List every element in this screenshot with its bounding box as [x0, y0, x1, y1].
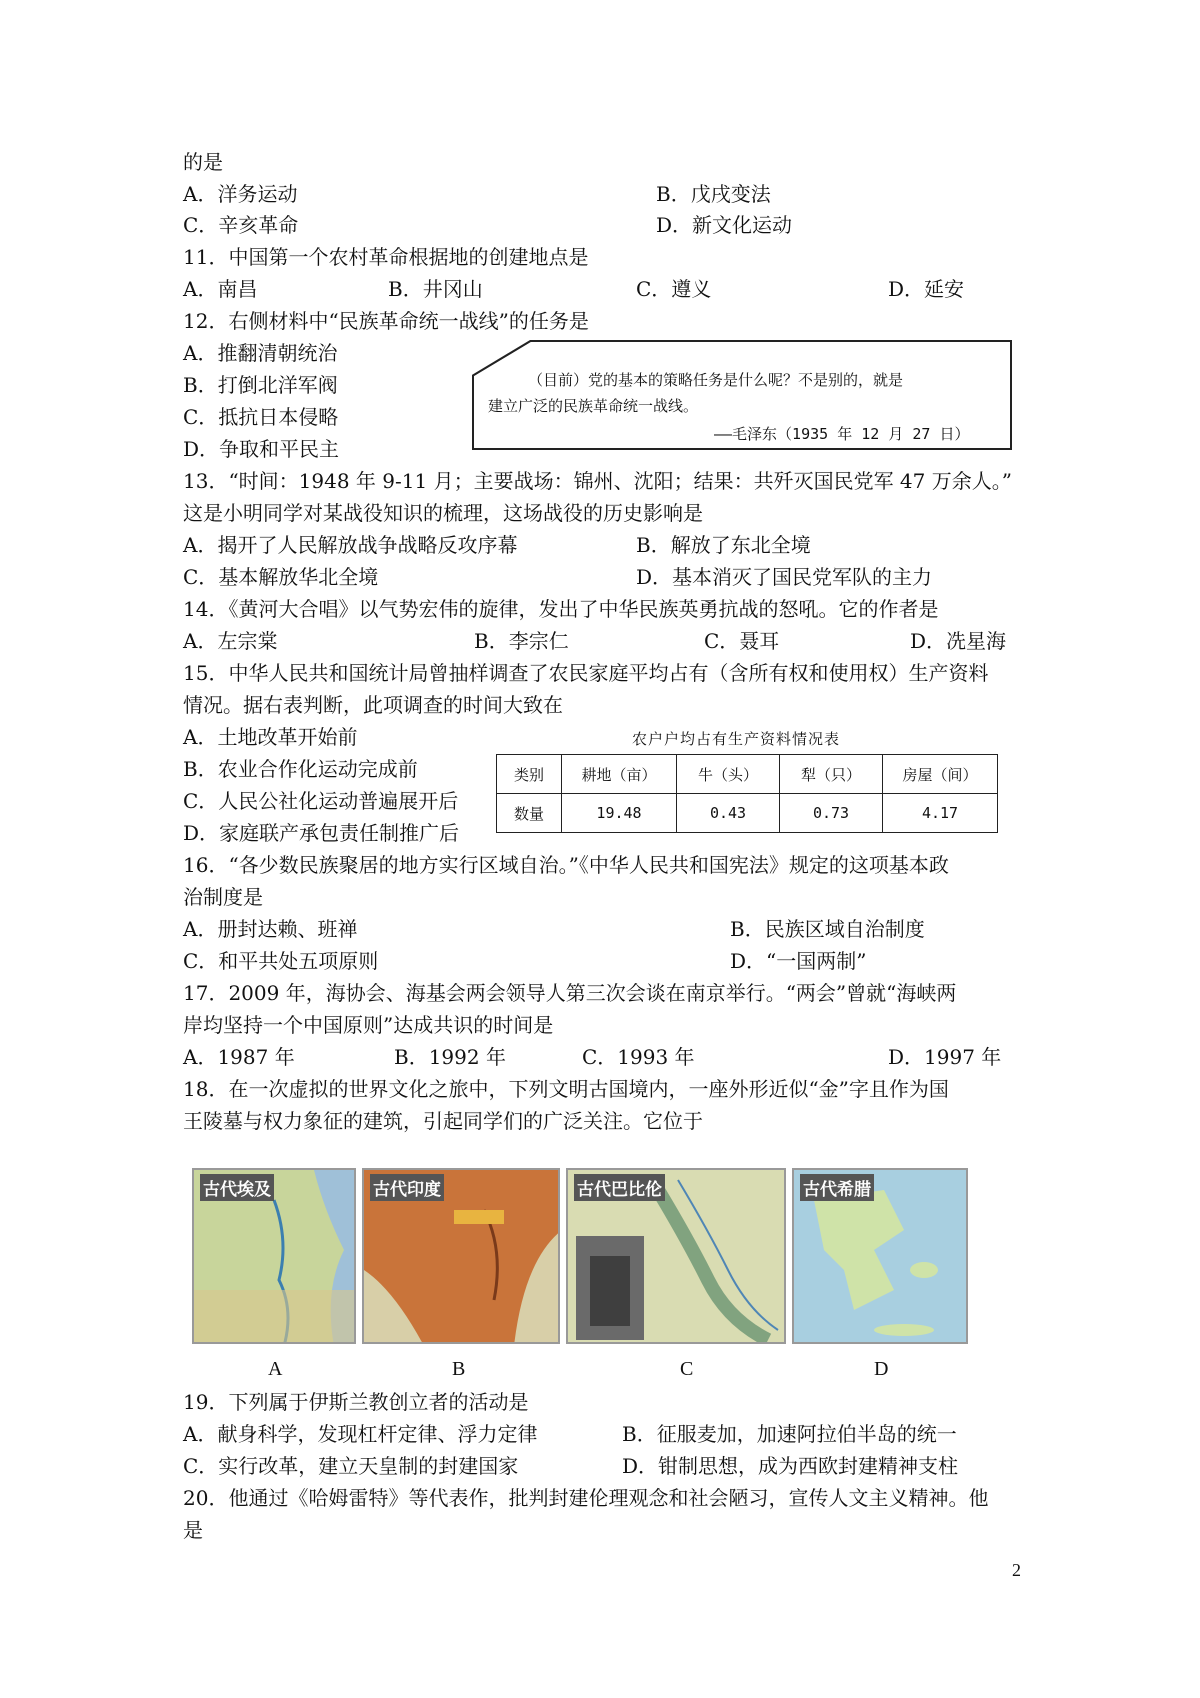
q18-stem-1: 18．在一次虚拟的世界文化之旅中，下列文明古国境内，一座外形近似“金”字且作为国	[183, 1077, 949, 1101]
table-header-row	[497, 755, 998, 794]
map-ancient-india	[362, 1168, 560, 1344]
q10-option-c: C．辛亥革命	[183, 213, 299, 237]
q17-stem-2: 岸均坚持一个中国原则”达成共识的时间是	[183, 1013, 554, 1037]
q17-option-a: A．1987 年	[183, 1045, 295, 1069]
q15-option-d: D．家庭联产承包责任制推广后	[183, 821, 460, 845]
quote-line-1: （目前）党的基本的策略任务是什么呢？不是别的，就是	[528, 371, 904, 389]
q14-stem: 14．《黄河大合唱》以气势宏伟的旋律，发出了中华民族英勇抗战的怒吼。它的作者是	[183, 597, 939, 621]
quote-line-2: 建立广泛的民族革命统一战线。	[488, 397, 699, 415]
table-row	[497, 794, 998, 833]
map-label-a: A	[268, 1358, 283, 1380]
table-header-cell: 房屋（间）	[883, 755, 998, 794]
q16-option-a: A．册封达赖、班禅	[183, 917, 358, 941]
q10-stem-end: 的是	[183, 150, 223, 174]
data-table	[496, 754, 998, 833]
q11-option-b: B．井冈山	[388, 277, 483, 301]
q14-option-b: B．李宗仁	[474, 629, 569, 653]
q17-option-c: C．1993 年	[582, 1045, 695, 1069]
q12-option-b: B．打倒北洋军阀	[183, 373, 338, 397]
q19-option-d: D．钳制思想，成为西欧封建精神支柱	[622, 1454, 959, 1478]
q11-option-a: A．南昌	[183, 277, 258, 301]
q14-option-d: D．冼星海	[910, 629, 1007, 653]
q15-stem-1: 15．中华人民共和国统计局曾抽样调查了农民家庭平均占有（含所有权和使用权）生产资料	[183, 661, 989, 685]
q16-stem-1: 16．“各少数民族聚居的地方实行区域自治。”《中华人民共和国宪法》规定的这项基本政	[183, 853, 949, 877]
q16-stem-2: 治制度是	[183, 885, 263, 909]
q17-stem-1: 17．2009 年，海协会、海基会两会领导人第三次会谈在南京举行。“两会”曾就“海峡两	[183, 981, 957, 1005]
map-label-c: C	[680, 1358, 694, 1380]
q20-stem-1: 20．他通过《哈姆雷特》等代表作，批判封建伦理观念和社会陋习，宣传人文主义精神。他	[183, 1486, 989, 1510]
q16-option-c: C．和平共处五项原则	[183, 949, 379, 973]
q13-stem-1: 13．“时间：1948 年 9-11 月；主要战场：锦州、沈阳；结果：共歼灭国民党军 47 万余人。”	[183, 469, 1012, 493]
map-ancient-egypt	[192, 1168, 356, 1344]
q17-option-b: B．1992 年	[394, 1045, 506, 1069]
q16-option-b: B．民族区域自治制度	[730, 917, 925, 941]
q11-option-c: C．遵义	[636, 277, 712, 301]
q20-stem-2: 是	[183, 1518, 203, 1542]
table-cell: 4.17	[883, 794, 998, 833]
q12-option-a: A．推翻清朝统治	[183, 341, 338, 365]
q10-option-d: D．新文化运动	[656, 213, 793, 237]
q15-stem-2: 情况。据右表判断，此项调查的时间大致在	[183, 693, 563, 717]
q15-option-b: B．农业合作化运动完成前	[183, 757, 418, 781]
table-header-cell: 牛（头）	[677, 755, 780, 794]
q18-stem-2: 王陵墓与权力象征的建筑，引起同学们的广泛关注。它位于	[183, 1109, 703, 1133]
map-title: 古代巴比伦	[574, 1174, 665, 1201]
q11-stem: 11．中国第一个农村革命根据地的创建地点是	[183, 245, 589, 269]
q13-option-c: C．基本解放华北全境	[183, 565, 379, 589]
q12-option-d: D．争取和平民主	[183, 437, 340, 461]
quote-box	[472, 340, 1012, 450]
q14-option-a: A．左宗棠	[183, 629, 278, 653]
table-header-cell: 犁（只）	[780, 755, 883, 794]
q12-stem: 12．右侧材料中“民族革命统一战线”的任务是	[183, 309, 589, 333]
map-label-d: D	[874, 1358, 889, 1380]
q19-option-c: C．实行改革，建立天皇制的封建国家	[183, 1454, 519, 1478]
q19-stem: 19．下列属于伊斯兰教创立者的活动是	[183, 1390, 529, 1414]
table-cell: 0.73	[780, 794, 883, 833]
q13-option-d: D．基本消灭了国民党军队的主力	[636, 565, 933, 589]
map-ancient-greece	[792, 1168, 968, 1344]
map-title: 古代希腊	[800, 1174, 874, 1201]
q13-stem-2: 这是小明同学对某战役知识的梳理，这场战役的历史影响是	[183, 501, 703, 525]
q13-option-a: A．揭开了人民解放战争战略反攻序幕	[183, 533, 518, 557]
q15-option-c: C．人民公社化运动普遍展开后	[183, 789, 459, 813]
table-cell: 19.48	[562, 794, 677, 833]
table-caption: 农户户均占有生产资料情况表	[632, 730, 841, 748]
quote-attribution: ——毛泽东（1935 年 12 月 27 日）	[714, 425, 970, 443]
map-title: 古代埃及	[200, 1174, 274, 1201]
table-cell: 数量	[497, 794, 562, 833]
map-ancient-babylon	[566, 1168, 786, 1344]
table-header-cell: 类别	[497, 755, 562, 794]
table-cell: 0.43	[677, 794, 780, 833]
q15-option-a: A．土地改革开始前	[183, 725, 358, 749]
q16-option-d: D．“一国两制”	[730, 949, 867, 973]
q19-option-b: B．征服麦加，加速阿拉伯半岛的统一	[622, 1422, 957, 1446]
q12-option-c: C．抵抗日本侵略	[183, 405, 339, 429]
q19-option-a: A．献身科学，发现杠杆定律、浮力定律	[183, 1422, 538, 1446]
map-title: 古代印度	[370, 1174, 444, 1201]
table-header-cell: 耕地（亩）	[562, 755, 677, 794]
q10-option-b: B．戊戌变法	[656, 182, 771, 206]
q17-option-d: D．1997 年	[888, 1045, 1002, 1069]
q13-option-b: B．解放了东北全境	[636, 533, 811, 557]
map-label-b: B	[452, 1358, 466, 1380]
q11-option-d: D．延安	[888, 277, 965, 301]
page-number: 2	[1012, 1560, 1021, 1580]
q10-option-a: A．洋务运动	[183, 182, 298, 206]
q14-option-c: C．聂耳	[704, 629, 780, 653]
